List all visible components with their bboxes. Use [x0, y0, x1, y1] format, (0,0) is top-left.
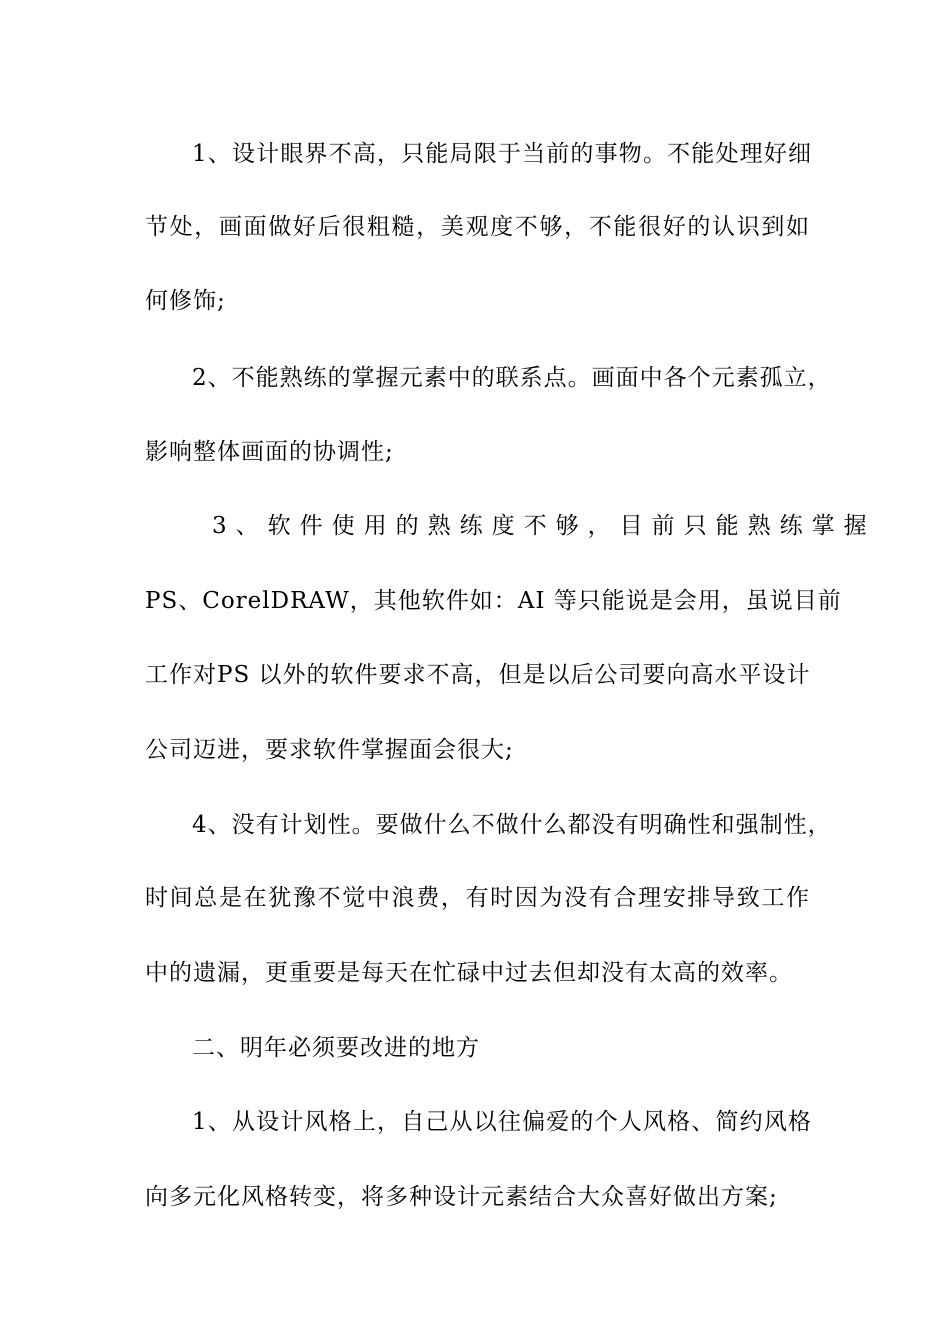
paragraph-5-line-2: 向多元化风格转变，将多种设计元素结合大众喜好做出方案; [145, 1184, 778, 1210]
paragraph-3-line-3: 工作对PS 以外的软件要求不高，但是以后公司要向高水平设计 [145, 662, 811, 688]
paragraph-3-line-1: 3、软件使用的熟练度不够，目前只能熟练掌握 [212, 513, 876, 539]
paragraph-3-line-4: 公司迈进，要求软件掌握面会很大; [145, 737, 514, 763]
paragraph-1-line-1: 1、设计眼界不高，只能局限于当前的事物。不能处理好细 [192, 141, 812, 167]
section-heading: 二、明年必须要改进的地方 [192, 1035, 480, 1061]
paragraph-4-line-1: 4、没有计划性。要做什么不做什么都没有明确性和强制性， [192, 812, 832, 838]
paragraph-3-line-2: PS、CorelDRAW，其他软件如：AI 等只能说是会用，虽说目前 [145, 588, 842, 614]
paragraph-4-line-3: 中的遗漏，更重要是每天在忙碌中过去但却没有太高的效率。 [145, 960, 793, 986]
paragraph-2-line-1: 2、不能熟练的掌握元素中的联系点。画面中各个元素孤立， [192, 365, 832, 391]
paragraph-2-line-2: 影响整体画面的协调性; [145, 439, 394, 465]
paragraph-1-line-3: 何修饰; [145, 288, 226, 314]
paragraph-1-line-2: 节处，画面做好后很粗糙，美观度不够，不能很好的认识到如 [145, 214, 810, 240]
paragraph-5-line-1: 1、从设计风格上，自己从以往偏爱的个人风格、简约风格 [192, 1109, 812, 1135]
paragraph-4-line-2: 时间总是在犹豫不觉中浪费，有时因为没有合理安排导致工作 [145, 885, 810, 911]
